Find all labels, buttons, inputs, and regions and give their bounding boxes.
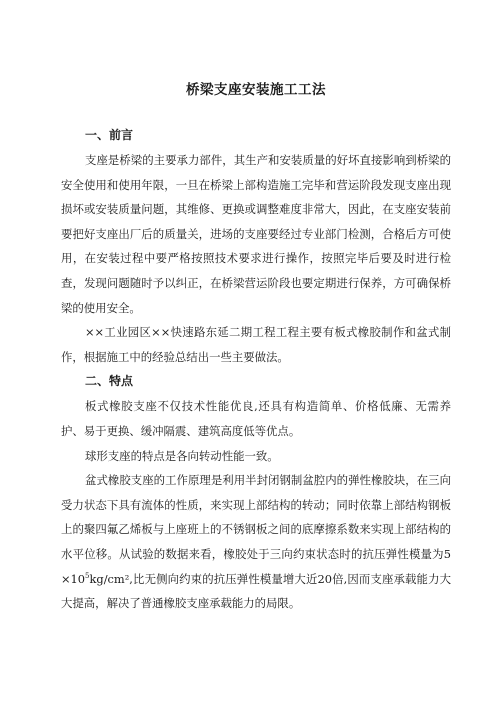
document-body bbox=[61, 123, 451, 616]
paragraph-features-3 bbox=[61, 468, 451, 616]
document-title: 桥梁支座安装施工工法 bbox=[186, 82, 326, 98]
paragraph-features-3-part-b: kg/cm²,比无侧向约束的抗压弹性模量增大近20倍,因而支座承载能力大大提高，解决了普通橡胶支座承载能力的局限。 bbox=[61, 571, 451, 611]
section-heading-features: 二、特点 bbox=[85, 374, 134, 389]
paragraph-preface-2: ××工业园区××快速路东延二期工程工程主要有板式橡胶制作和盆式制作，根据施工中的经验总结出一些主要做法。 bbox=[61, 325, 451, 364]
paragraph-features-3-part-a: 盆式橡胶支座的工作原理是利用半封闭钢制盆腔内的弹性橡胶块，在三向受力状态下具有流体的性质，来实现上部结构的转动；同时依靠上部结构钢板上的聚四氟乙烯板与上座班上的不锈钢板之间的底摩擦系数来实现上部结构的水平位移。从试验的数据来看，橡胶处于三向约束状态时的抗压弹性模量为5×10 bbox=[61, 473, 451, 586]
section-heading-preface: 一、前言 bbox=[85, 128, 134, 142]
exponent: 5 bbox=[85, 571, 90, 580]
paragraph-features-2: 球形支座的特点是各向转动性能一致。 bbox=[85, 448, 279, 463]
paragraph-features-1: 板式橡胶支座不仅技术性能优良,还具有构造简单、价格低廉、无需养护、易于更换、缓冲隔震、建筑高度低等优点。 bbox=[61, 399, 451, 438]
paragraph-preface-1: 支座是桥梁的主要承力部件，其生产和安装质量的好坏直接影响到桥梁的安全使用和使用年限，一旦在桥梁上部构造施工完毕和营运阶段发现支座出现损坏或安装质量问题，其维修、更换或调整难度非常大，因此，在支座安装前要把好支座出厂后的质量关，进场的支座要经过专业部门检测，合格后方可使用，在安装过程中要严格按照技术要求进行操作，按照完毕后要及时进行检查，发现问题随时予以纠正，在桥梁营运阶段也要定期进行保养，方可确保桥梁的使用安全。 bbox=[61, 153, 451, 315]
